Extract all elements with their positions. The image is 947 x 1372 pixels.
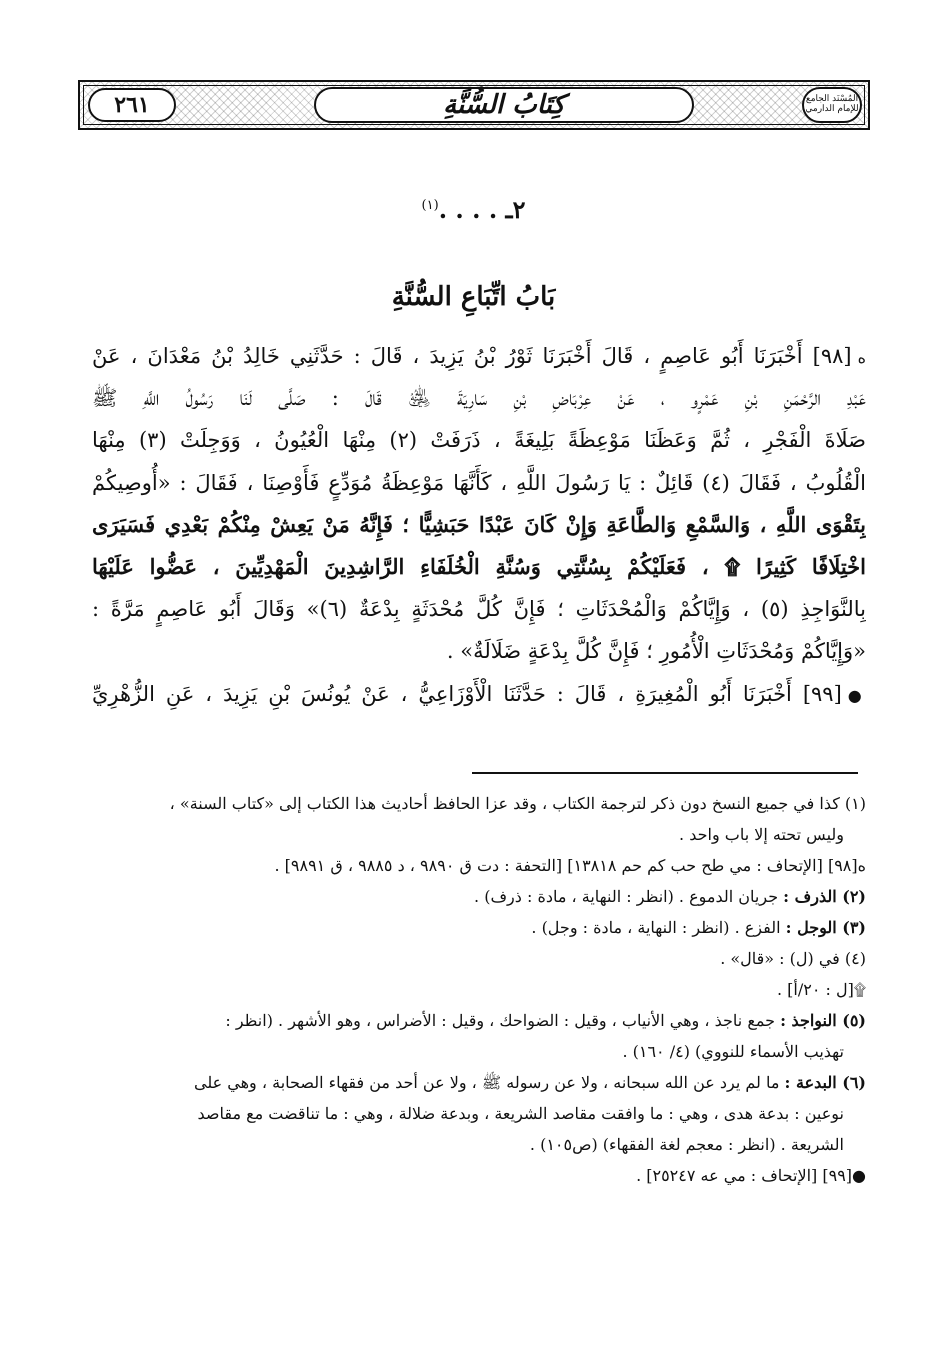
footnote-text: (٤) في (ل) : «قال» . (720, 949, 866, 968)
text-line (92, 419, 866, 461)
chapter-heading (0, 195, 947, 224)
line-text: [٩٩] أَخْبَرَنَا أَبُو الْمُغِيرَةِ ، قَالَ : حَدَّثَنَا الْأَوْزَاعِيُّ ، عَنْ يُونُسَ بْنِ يَزِيدَ ، عَنِ الزُّهْرِيِّ (92, 681, 842, 706)
chapter-footnote-ref: (١) (421, 198, 439, 213)
text-line (92, 630, 866, 672)
text-line (92, 335, 866, 377)
page-number: ٢٦١ (88, 88, 176, 122)
footnote-text: ه[٩٨] [الإتحاف : مي طح حب كم حم ١٣٨١٨] [التحفة : دت ق ٩٨٩٠ ، د ٩٨٨٥ ، ق ٩٨٩١] . (274, 856, 866, 875)
line-text: عَبْدِ الرَّحْمَنِ بْنِ عَمْرٍو ، عَنْ عِرْبَاضِ بْنِ سَارِيَةَ ﵁ قَالَ : صَلَّى لَنَا رَسُولُ اللَّهِ ﷺ (92, 386, 866, 411)
footnote-text: الفزع . (انظر : النهاية ، مادة : وجل) . (531, 918, 786, 937)
footnote (92, 881, 866, 912)
footnote (92, 1160, 866, 1191)
footnote-text: ما لم يرد عن الله سبحانه ، ولا عن رسوله ﷺ ، ولا عن أحد من فقهاء الصحابة ، وهي على (194, 1073, 785, 1092)
hadith-marker: ● (847, 685, 866, 705)
footnote-term: (٥) النواجذ : (780, 1011, 866, 1030)
footnote (92, 912, 866, 943)
line-text: بِتَقْوَى اللَّهِ ، وَالسَّمْعِ وَالطَّاعَةِ وَإِنْ كَانَ عَبْدًا حَبَشِيًّا ؛ فَإِنَّهُ مَنْ يَعِشْ مِنْكُمْ بَعْدِي فَسَيَرَى (92, 511, 866, 537)
line-text: «وَإِيَّاكُمْ وَمُحْدَثَاتِ الْأُمُورِ ؛ فَإِنَّ كُلَّ بِدْعَةٍ ضَلَالَةٌ» . (446, 639, 866, 664)
footnote (92, 974, 866, 1005)
footnote (92, 1036, 866, 1067)
hadith-text (92, 335, 866, 715)
footnote-text: الشريعة . (انظر : معجم لغة الفقهاء) (ص١٠٥) . (529, 1135, 844, 1154)
book-title: كِتَابُ السُّنَّةِ (314, 87, 694, 123)
footnote-term: (٦) البدعة : (784, 1073, 866, 1092)
text-line (92, 588, 866, 630)
footnote-text: (١) كذا في جميع النسخ دون ذكر لترجمة الكتاب ، وقد عزا الحافظ أحاديث هذا الكتاب إلى «كتاب السنة» ، (169, 794, 866, 813)
footnote (92, 850, 866, 881)
footnote (92, 1005, 866, 1036)
footnote-text: جمع ناجذ ، وهي الأنياب ، وقيل : الضواحك ، وقيل : الأضراس ، وهو الأشهر . (انظر : (225, 1011, 781, 1030)
footnote-divider (472, 772, 858, 774)
text-line (92, 377, 866, 419)
line-text: صَلَاةَ الْفَجْرِ ، ثُمَّ وَعَظَنَا مَوْعِظَةً بَلِيغَةً ، ذَرَفَتْ (٢) مِنْهَا الْعُيُونُ ، وَوَجِلَتْ (٣) مِنْهَا (92, 428, 866, 453)
text-line (92, 673, 866, 715)
footnote-text: جريان الدموع . (انظر : النهاية ، مادة : ذرف) . (474, 887, 784, 906)
text-line (92, 462, 866, 504)
footnote-term: (٣) الوجل : (785, 918, 866, 937)
footnote (92, 1067, 866, 1098)
hadith-marker: ه (857, 348, 866, 367)
footnote-text: نوعين : بدعة هدى ، وهي : ما وافقت مقاصد الشريعة ، وبدعة ضلالة ، وهي : ما تناقضت مع مقاصد (197, 1104, 844, 1123)
chapter-number: ٢ـ . . . . (438, 195, 526, 224)
line-text: بِالنَّوَاجِذِ (٥) ، وَإِيَّاكُمْ وَالْمُحْدَثَاتِ ؛ فَإِنَّ كُلَّ مُحْدَثَةٍ بِدْعَةٌ (٦)» وَقَالَ أَبُو عَاصِمٍ مَرَّةً : (92, 597, 866, 622)
text-line (92, 504, 866, 546)
line-text: الْقُلُوبُ ، فَقَالَ (٤) قَائِلٌ : يَا رَسُولَ اللَّهِ ، كَأَنَّهَا مَوْعِظَةُ مُوَدِّعٍ فَأَوْصِنَا ، فَقَالَ : «أُوصِيكُمْ (92, 470, 866, 495)
footnote (92, 819, 866, 850)
footnote (92, 1129, 866, 1160)
publisher-seal: المُسْنَد الجامع للإمام الدارمي (802, 87, 862, 123)
line-text: [٩٨] أَخْبَرَنَا أَبُو عَاصِمٍ ، قَالَ أَخْبَرَنَا ثَوْرُ بْنُ يَزِيدَ ، قَالَ : حَدَّثَنِي خَالِدُ بْنُ مَعْدَانَ ، عَنْ (92, 344, 852, 368)
footnote (92, 1098, 866, 1129)
section-title: بَابُ اتِّبَاعِ السُّنَّةِ (391, 282, 556, 312)
footnote-term: (٢) الذرف : (783, 887, 866, 906)
footnotes (92, 788, 866, 1191)
text-line (92, 546, 866, 588)
footnote-text: تهذيب الأسماء للنووي) (٤/ ١٦٠) . (622, 1042, 844, 1061)
footnote-text: ۩[ل : ٢٠/أ] . (776, 980, 866, 999)
footnote-text: وليس تحته إلا باب واحد . (679, 825, 844, 844)
footnote (92, 788, 866, 819)
line-text: اخْتِلَافًا كَثِيرًا ۩ ، فَعَلَيْكُمْ بِسُنَّتِي وَسُنَّةِ الْخُلَفَاءِ الرَّاشِدِينَ الْمَهْدِيِّينَ ، عَضُّوا عَلَيْهَا (92, 553, 866, 579)
footnote (92, 943, 866, 974)
page-header (78, 80, 870, 130)
footnote-text: ●[٩٩] [الإتحاف : مي عه ٢٥٢٤٧] . (636, 1166, 866, 1185)
